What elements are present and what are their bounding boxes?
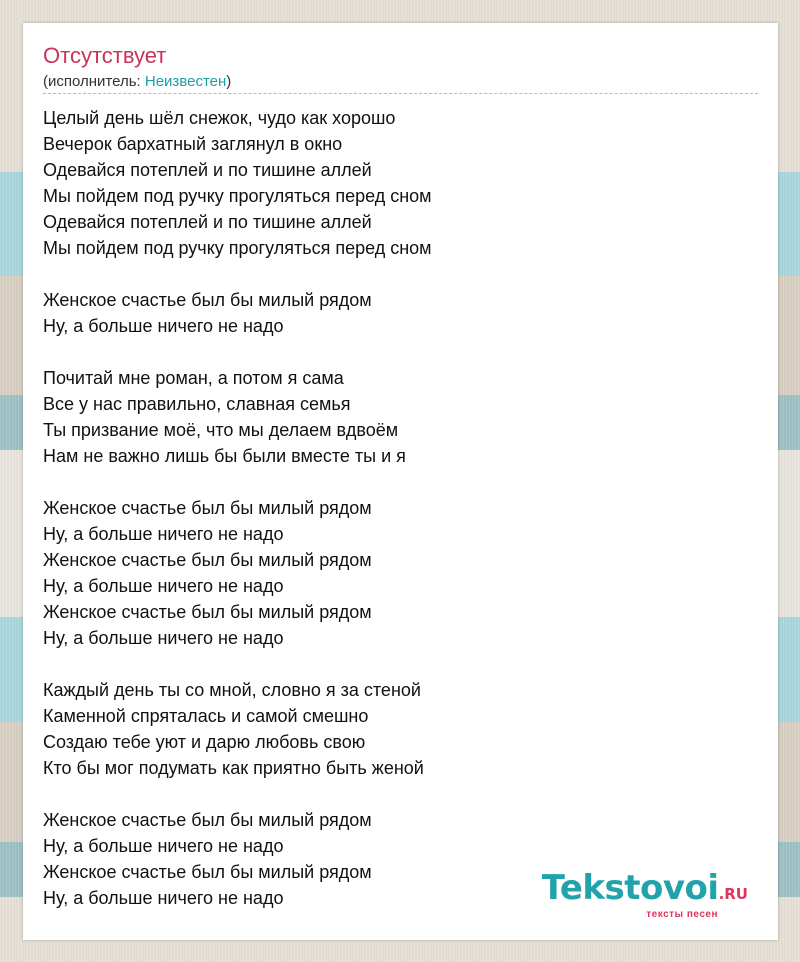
artist-line xyxy=(43,73,231,90)
lyric-line: Женское счастье был бы милый рядом xyxy=(43,862,372,882)
lyric-line: Женское счастье был бы милый рядом xyxy=(43,550,372,570)
lyric-line: Женское счастье был бы милый рядом xyxy=(43,810,372,830)
artist-prefix: (исполнитель: xyxy=(43,73,145,90)
lyric-line: Ну, а больше ничего не надо xyxy=(43,524,284,544)
site-logo[interactable] xyxy=(541,868,748,920)
lyric-line: Почитай мне роман, а потом я сама xyxy=(43,368,344,388)
lyric-line: Ну, а больше ничего не надо xyxy=(43,888,284,908)
lyrics-card xyxy=(23,23,778,940)
song-title: Отсутствует xyxy=(43,43,167,68)
lyric-line: Все у нас правильно, славная семья xyxy=(43,394,351,414)
lyric-line: Каждый день ты со мной, словно я за стеной xyxy=(43,680,421,700)
stanza-break xyxy=(43,781,432,807)
lyric-line: Женское счастье был бы милый рядом xyxy=(43,290,372,310)
logo-tagline: тексты песен xyxy=(646,909,718,920)
stanza-break xyxy=(43,261,432,287)
stanza-break xyxy=(43,339,432,365)
stanza-break xyxy=(43,651,432,677)
lyric-line: Ну, а больше ничего не надо xyxy=(43,836,284,856)
lyric-line: Нам не важно лишь бы были вместе ты и я xyxy=(43,446,406,466)
logo-name: Tekstovoi xyxy=(541,868,719,908)
artist-suffix: ) xyxy=(226,73,232,90)
lyric-line: Ну, а больше ничего не надо xyxy=(43,316,284,336)
lyric-line: Ну, а больше ничего не надо xyxy=(43,576,284,596)
stanza-break xyxy=(43,469,432,495)
lyrics-text xyxy=(43,105,432,911)
lyric-line: Одевайся потеплей и по тишине аллей xyxy=(43,212,372,232)
lyric-line: Мы пойдем под ручку прогуляться перед сном xyxy=(43,186,432,206)
logo-wordmark xyxy=(541,868,748,911)
lyric-line: Женское счастье был бы милый рядом xyxy=(43,602,372,622)
lyric-line: Одевайся потеплей и по тишине аллей xyxy=(43,160,372,180)
lyric-line: Целый день шёл снежок, чудо как хорошо xyxy=(43,108,396,128)
lyric-line: Кто бы мог подумать как приятно быть женой xyxy=(43,758,424,778)
divider xyxy=(43,93,758,94)
lyric-line: Ну, а больше ничего не надо xyxy=(43,628,284,648)
artist-link[interactable]: Неизвестен xyxy=(144,73,227,90)
lyric-line: Женское счастье был бы милый рядом xyxy=(43,498,372,518)
lyric-line: Ты призвание моё, что мы делаем вдвоём xyxy=(43,420,399,440)
lyric-line: Каменной спряталась и самой смешно xyxy=(43,706,369,726)
lyric-line: Вечерок бархатный заглянул в окно xyxy=(43,134,343,154)
lyric-line: Создаю тебе уют и дарю любовь свою xyxy=(43,732,366,752)
lyric-line: Мы пойдем под ручку прогуляться перед сном xyxy=(43,238,432,258)
logo-tld: .RU xyxy=(718,885,748,903)
